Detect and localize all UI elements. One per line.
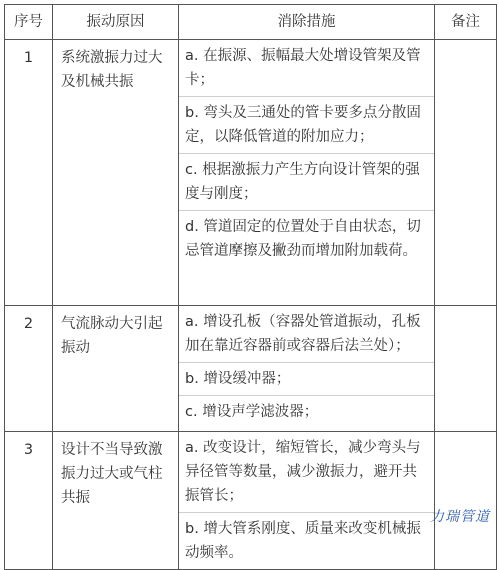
measure-item: a. 改变设计，缩短管长，减少弯头与异径管等数量，减少激振力，避开共振管长；	[179, 432, 434, 513]
table-row	[5, 432, 497, 570]
measure-item: b. 弯头及三通处的管卡要多点分散固定，以降低管道的附加应力；	[179, 97, 434, 154]
measure-item: b. 增大管系刚度、质量来改变机械振动频率。	[185, 521, 421, 561]
header-measures: 消除措施	[179, 5, 435, 40]
row-measures	[179, 306, 435, 432]
row-remark	[435, 40, 497, 306]
row-cause: 系统激振力过大及机械共振	[53, 40, 179, 306]
row-cause: 气流脉动大引起振动	[53, 306, 179, 432]
table-row	[5, 40, 497, 306]
header-row	[5, 5, 497, 40]
row-remark	[435, 432, 497, 570]
row-cause: 设计不当导致激振力过大或气柱共振	[53, 432, 179, 570]
measure-item: c. 增设声学滤波器；	[185, 404, 319, 420]
row-index: 2	[5, 306, 53, 432]
header-cause: 振动原因	[53, 5, 179, 40]
measure-item: a. 增设孔板（容器处管道振动，孔板加在靠近容器前或容器后法兰处）；	[179, 306, 434, 363]
measure-item: b. 增设缓冲器；	[179, 363, 434, 396]
row-index: 3	[5, 432, 53, 570]
measure-item: a. 在振源、振幅最大处增设管架及管卡；	[179, 40, 434, 97]
row-measures	[179, 432, 435, 570]
row-measures	[179, 40, 435, 306]
brand-watermark: 力瑞管道	[430, 509, 490, 525]
measure-item: c. 根据激振力产生方向设计管架的强度与刚度；	[179, 154, 434, 211]
row-index: 1	[5, 40, 53, 306]
header-index: 序号	[5, 5, 53, 40]
vibration-measures-table	[4, 4, 497, 570]
header-remark: 备注	[435, 5, 497, 40]
row-remark	[435, 306, 497, 432]
measure-item: d. 管道固定的位置处于自由状态，切忌管道摩擦及撇劲而增加附加载荷。	[185, 219, 421, 259]
table-row	[5, 306, 497, 432]
